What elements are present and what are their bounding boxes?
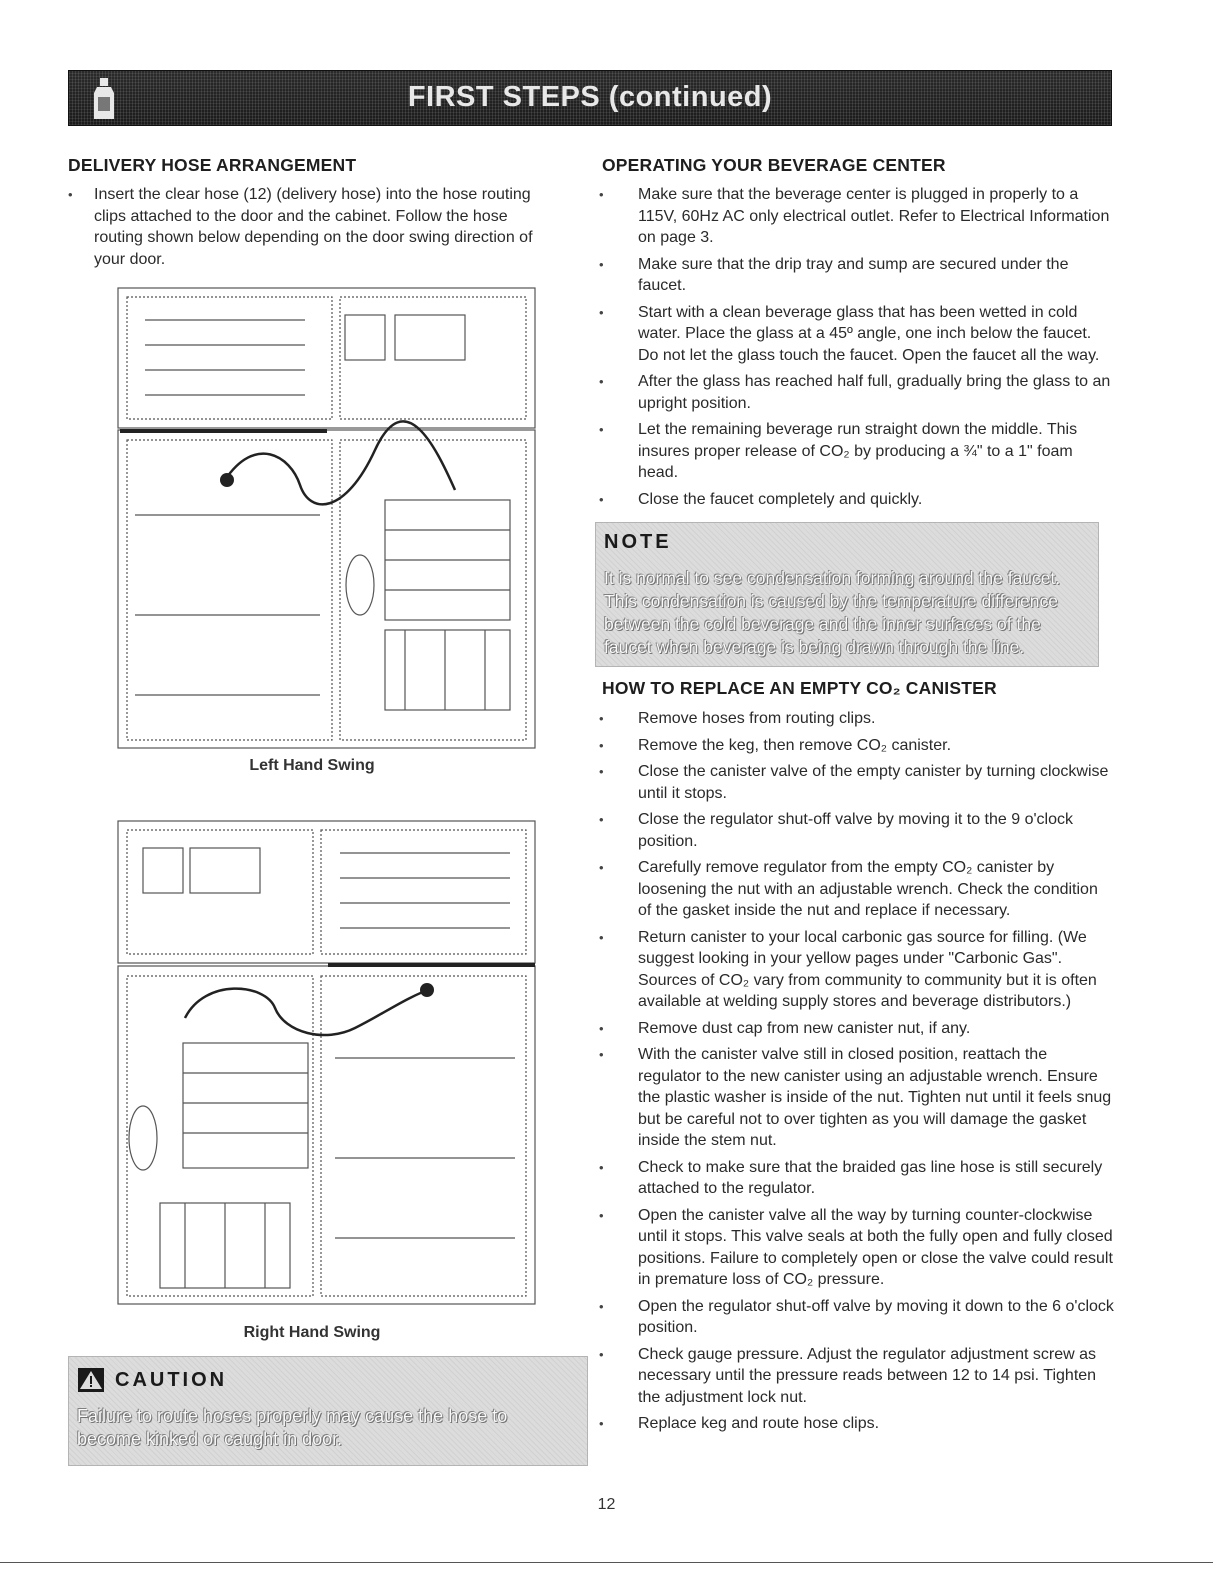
list-item: • Remove the keg, then remove CO₂ canister. [594, 735, 1114, 757]
replace-canister-list [594, 708, 1114, 1440]
left-hand-swing-diagram [115, 285, 540, 750]
list-item: • Insert the clear hose (12) (delivery hose) into the hose routing clips attached to the door and the cabinet. Follow the hose routing shown below depending on the door swing direction of your door. [68, 184, 548, 270]
footer-rule [0, 1562, 1213, 1563]
list-item: • With the canister valve still in closed position, reattach the regulator to the new canister using an adjustable wrench. Ensure the plastic washer is inside of the nut. Tighten nut until it feels snug but be careful not to over tighten as you will damage the gasket inside the stem nut. [594, 1044, 1114, 1152]
list-item: • After the glass has reached half full, gradually bring the glass to an upright position. [594, 371, 1114, 414]
caution-label: CAUTION [115, 1368, 228, 1391]
operating-heading: OPERATING YOUR BEVERAGE CENTER [602, 155, 946, 175]
list-item: • Make sure that the drip tray and sump are secured under the faucet. [594, 254, 1114, 297]
operating-list [594, 184, 1114, 515]
list-item: • Carefully remove regulator from the empty CO₂ canister by loosening the nut with an adjustable wrench. Check the condition of the gasket inside the nut and replace if necessary. [594, 857, 1114, 922]
list-item: • Start with a clean beverage glass that has been wetted in cold water. Place the glass at a 45º angle, one inch below the faucet. Do not let the glass touch the faucet. Open the faucet all the way. [594, 302, 1114, 367]
list-item: • Open the regulator shut-off valve by moving it down to the 6 o'clock position. [594, 1296, 1114, 1339]
list-item: • Remove hoses from routing clips. [594, 708, 1114, 730]
caution-box [68, 1356, 588, 1466]
list-item: • Check to make sure that the braided gas line hose is still securely attached to the regulator. [594, 1157, 1114, 1200]
list-item: • Return canister to your local carbonic gas source for filling. (We suggest looking in your yellow pages under "Carbonic Gas". Sources of CO₂ vary from community to community but it is often available at welding supply stores and beverage distributors.) [594, 927, 1114, 1013]
note-text: It is normal to see condensation forming around the faucet. This condensation is caused by the temperature difference between the cold beverage and the inner surfaces of the faucet when beverage is being drawn through the line. [604, 568, 1061, 657]
list-item: • Open the canister valve all the way by turning counter-clockwise until it stops. This valve seals at both the fully open and fully closed positions. Failure to completely open or close the valve could result in premature loss of CO₂ pressure. [594, 1205, 1114, 1291]
delivery-hose-list [68, 184, 548, 275]
page-number: 12 [597, 1496, 616, 1513]
warning-icon [77, 1367, 105, 1393]
right-hand-swing-diagram [115, 818, 540, 1306]
right-hand-swing-caption: Right Hand Swing [243, 1324, 381, 1341]
delivery-hose-heading: DELIVERY HOSE ARRANGEMENT [68, 155, 357, 175]
list-item: • Close the regulator shut-off valve by moving it to the 9 o'clock position. [594, 809, 1114, 852]
page-title: FIRST STEPS (continued) [407, 81, 773, 113]
note-label: NOTE [604, 531, 672, 553]
left-hand-swing-caption: Left Hand Swing [249, 757, 375, 774]
list-item: • Close the canister valve of the empty canister by turning clockwise until it stops. [594, 761, 1114, 804]
list-item: • Remove dust cap from new canister nut, if any. [594, 1018, 1114, 1040]
section-banner [68, 70, 1112, 126]
list-item: • Replace keg and route hose clips. [594, 1413, 1114, 1435]
list-item: • Check gauge pressure. Adjust the regulator adjustment screw as necessary until the pressure reads between 12 to 14 psi. Tighten the adjustment lock nut. [594, 1344, 1114, 1409]
caution-text: Failure to route hoses properly may cause the hose to become kinked or caught in door. [77, 1406, 508, 1449]
list-item: • Close the faucet completely and quickly. [594, 489, 1114, 511]
replace-canister-heading: HOW TO REPLACE AN EMPTY CO₂ CANISTER [602, 678, 997, 698]
list-item: • Let the remaining beverage run straight down the middle. This insures proper release of CO₂ by producing a ¾" to a 1" foam head. [594, 419, 1114, 484]
list-item: • Make sure that the beverage center is plugged in properly to a 115V, 60Hz AC only electrical outlet. Refer to Electrical Information on page 3. [594, 184, 1114, 249]
note-box [595, 522, 1099, 667]
